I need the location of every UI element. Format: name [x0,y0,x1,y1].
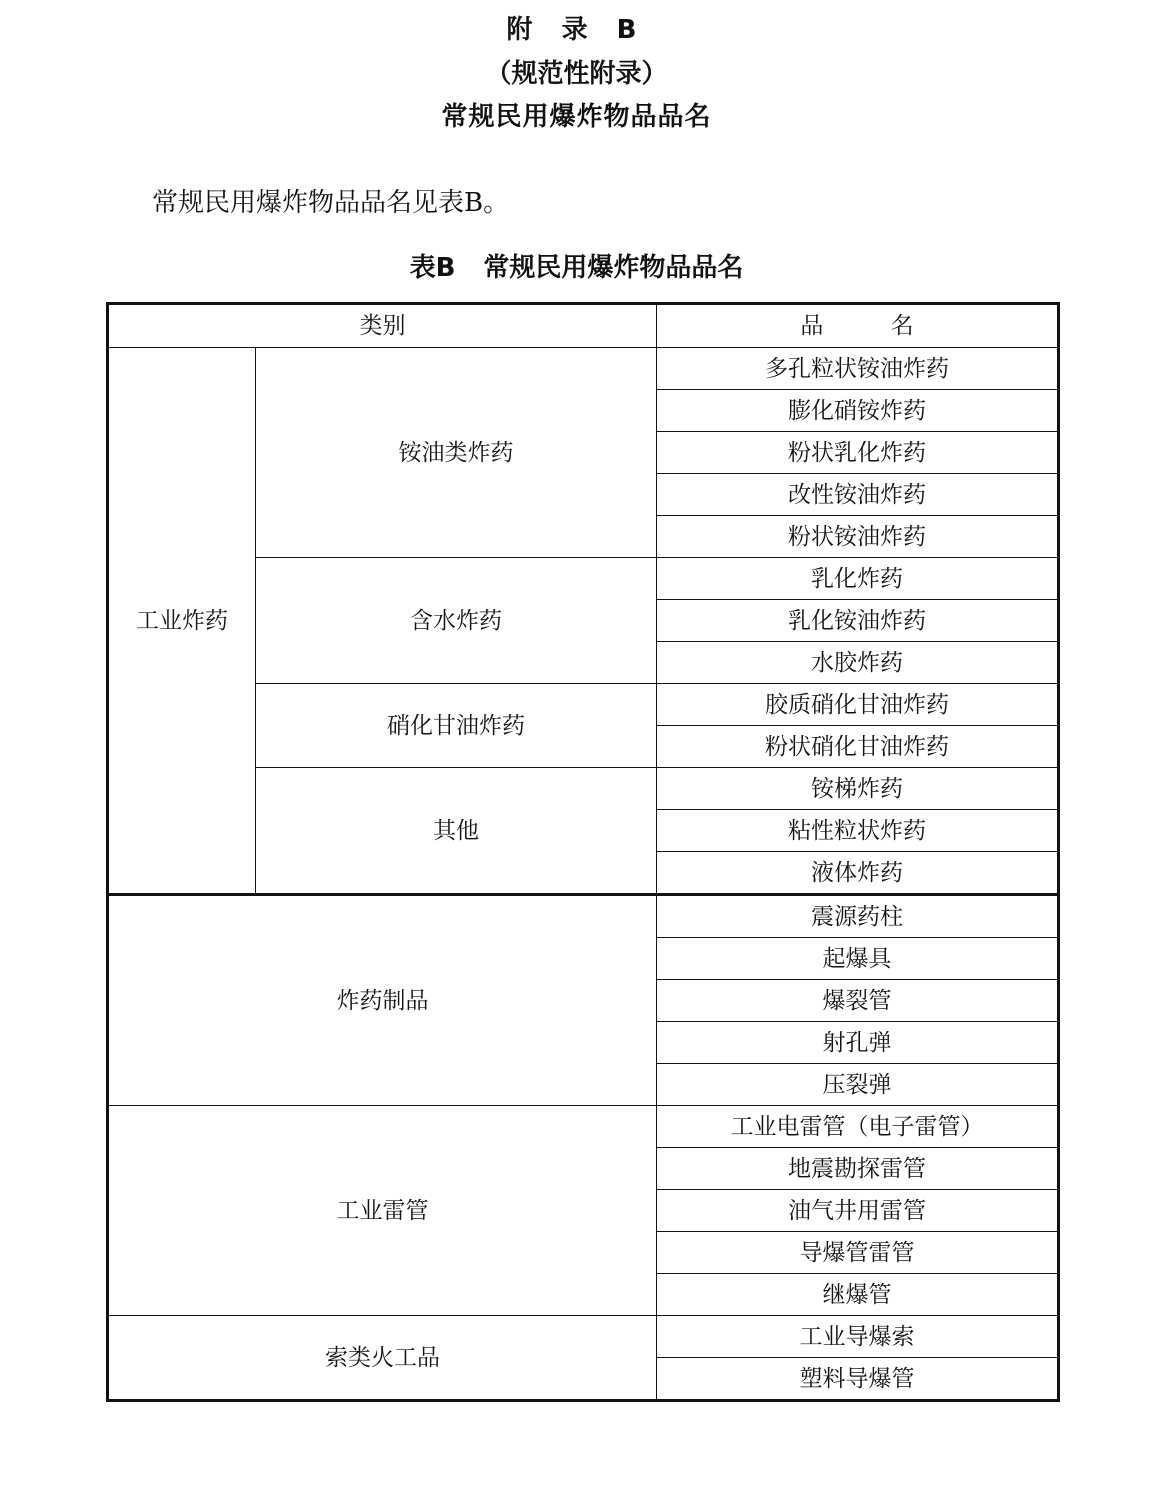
product-name: 震源药柱 [657,895,1059,938]
subgroup-water-bearing: 含水炸药 [256,558,657,684]
product-name: 油气井用雷管 [657,1190,1059,1232]
subgroup-ammonium-oil: 铵油类炸药 [256,348,657,558]
appendix-type: （规范性附录） [485,59,668,89]
table-row [108,348,1059,390]
explosives-table [106,302,1060,1402]
header-name: 品 名 [657,304,1059,348]
group-industrial-explosives: 工业炸药 [108,348,256,895]
product-name: 膨化硝铵炸药 [657,390,1059,432]
header-category: 类别 [108,304,657,348]
product-name: 铵梯炸药 [657,768,1059,810]
table-header-row [108,304,1059,348]
group-cords: 索类火工品 [108,1316,657,1401]
product-name: 乳化炸药 [657,558,1059,600]
product-name: 压裂弹 [657,1064,1059,1106]
product-name: 多孔粒状铵油炸药 [657,348,1059,390]
product-name: 地震勘探雷管 [657,1148,1059,1190]
product-name: 粉状乳化炸药 [657,432,1059,474]
product-name: 导爆管雷管 [657,1232,1059,1274]
product-name: 工业导爆索 [657,1316,1059,1358]
product-name: 塑料导爆管 [657,1358,1059,1401]
intro-paragraph: 常规民用爆炸物品品名见表B。 [152,188,510,218]
appendix-title: 常规民用爆炸物品品名 [441,102,712,132]
product-name: 改性铵油炸药 [657,474,1059,516]
product-name: 爆裂管 [657,980,1059,1022]
table-row [108,1316,1059,1358]
product-name: 射孔弹 [657,1022,1059,1064]
product-name: 工业电雷管（电子雷管） [657,1106,1059,1148]
product-name: 粘性粒状炸药 [657,810,1059,852]
subgroup-nitroglycerin: 硝化甘油炸药 [256,684,657,768]
group-detonators: 工业雷管 [108,1106,657,1316]
product-name: 水胶炸药 [657,642,1059,684]
table-row [108,895,1059,938]
product-name: 起爆具 [657,938,1059,980]
appendix-label: 附 录 B [506,15,647,45]
product-name: 胶质硝化甘油炸药 [657,684,1059,726]
product-name: 液体炸药 [657,852,1059,895]
group-explosive-products: 炸药制品 [108,895,657,1106]
product-name: 乳化铵油炸药 [657,600,1059,642]
table-number: 表B [409,253,456,283]
table-title: 常规民用爆炸物品品名 [483,253,744,283]
product-name: 粉状硝化甘油炸药 [657,726,1059,768]
subgroup-other: 其他 [256,768,657,895]
table-caption [0,252,1153,284]
product-name: 继爆管 [657,1274,1059,1316]
product-name: 粉状铵油炸药 [657,516,1059,558]
table-row [108,1106,1059,1148]
